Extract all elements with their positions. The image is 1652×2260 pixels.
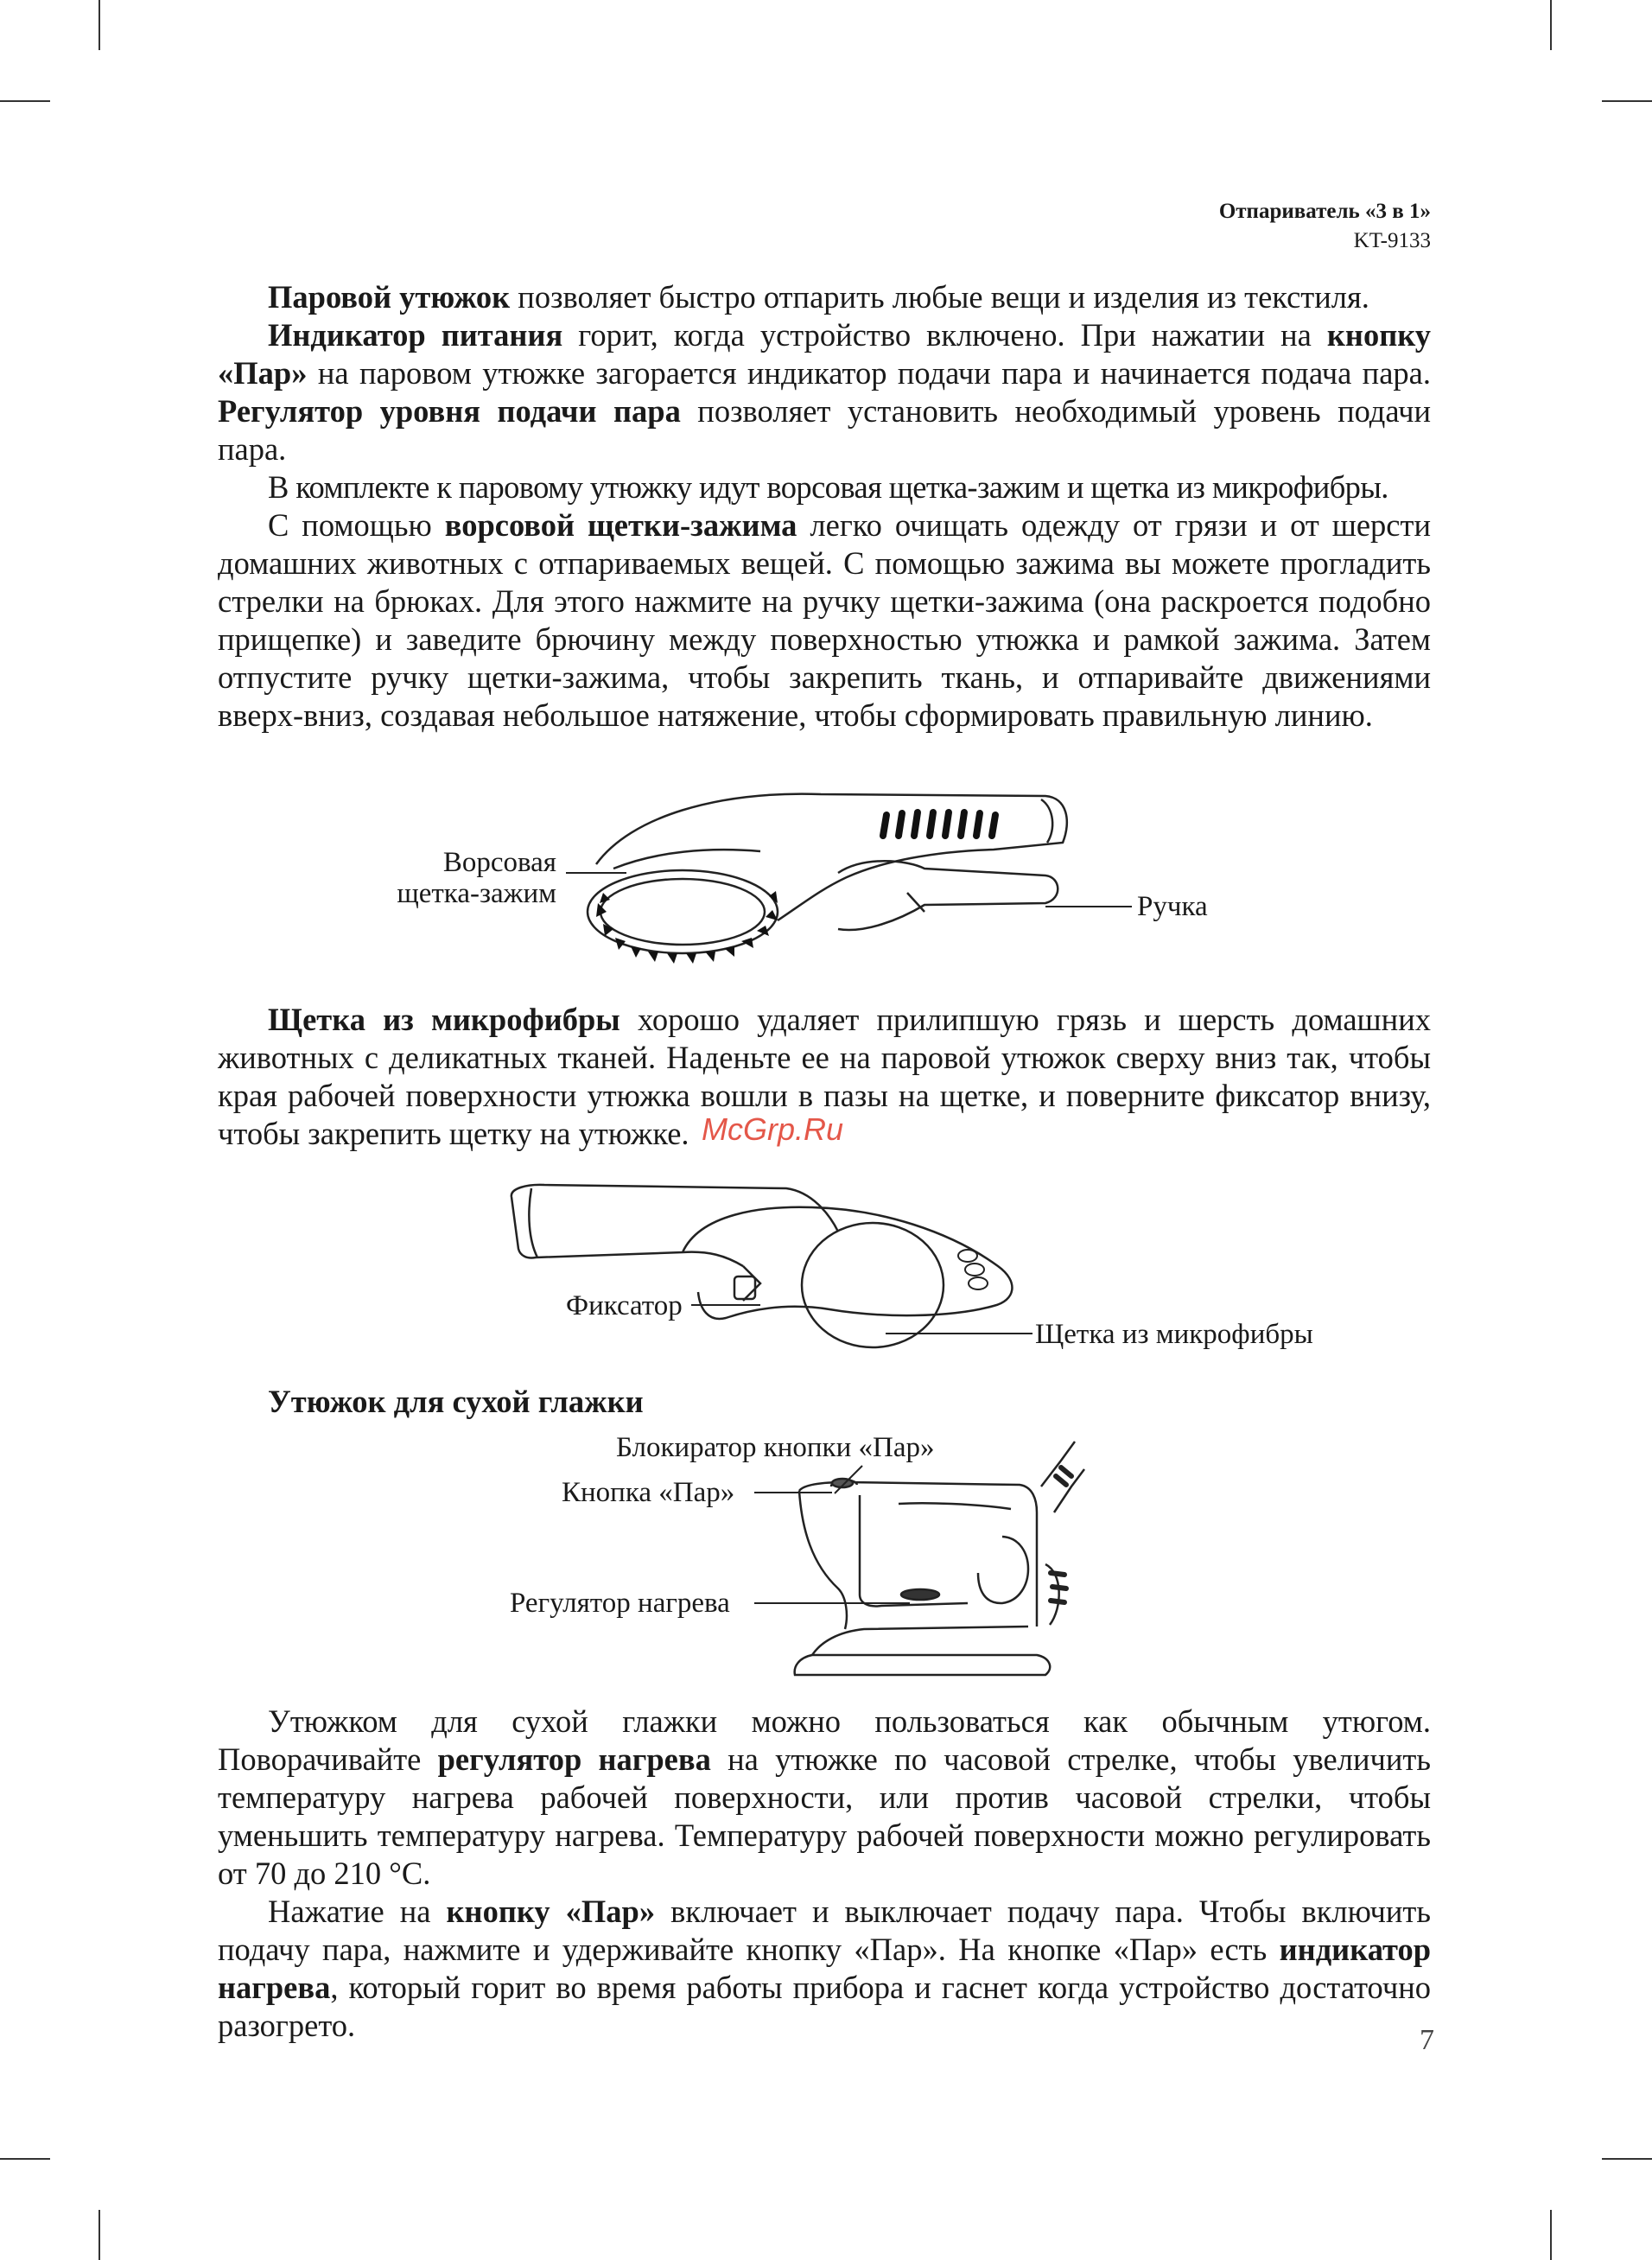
crop-mark <box>98 2210 100 2260</box>
label-lock: Фиксатор <box>566 1290 683 1321</box>
label-heat-regulator: Регулятор нагрева <box>510 1588 730 1619</box>
label-bristle-brush <box>397 847 556 909</box>
bold-term: ворсовой щетки-зажима <box>444 507 797 543</box>
text-run: хорошо удаляет прилипшую грязь и шерсть домашних животных с деликатных тканей. Наденьте ее на паровой утюжок сверху вниз так, чтобы края рабочей поверхности утюжка вошли в пазы на щетке, и поверните фиксатор внизу, чтобы закрепить щетку на утюжке. <box>218 1002 1431 1151</box>
page-number: 7 <box>1420 2024 1434 2056</box>
crop-mark <box>1550 2210 1552 2260</box>
leader-line <box>886 1329 1032 1338</box>
text-run: на утюжке по часовой стрелке, чтобы увеличить температуру нагрева рабочей поверхности, или против часовой стрелки, чтобы уменьшить температуру нагрева. Температуру рабочей поверхности можно регулировать от 70 до 210 °С. <box>218 1741 1431 1891</box>
bold-term: Паровой утюжок <box>268 279 511 315</box>
bold-term: регулятор нагрева <box>437 1741 711 1777</box>
bold-term: кнопку «Пар» <box>218 317 1431 391</box>
text-run: позволяет установить необходимый уровень подачи пара. <box>218 393 1431 467</box>
crop-mark <box>0 2158 50 2160</box>
watermark: McGrp.Ru <box>702 1111 844 1147</box>
figure-bristle-brush <box>562 782 1080 968</box>
paragraph <box>218 316 1431 468</box>
text-run: включает и выключает подачу пара. Чтобы включить подачу пара, нажмите и удерживайте кнопку «Пар». На кнопке «Пар» есть <box>218 1894 1432 1967</box>
leader-line <box>754 1599 910 1607</box>
text-run: Нажатие на <box>268 1894 447 1929</box>
bold-term: Регулятор уровня подачи пара <box>218 393 681 429</box>
leader-line <box>754 1488 832 1497</box>
text-run: на паровом утюжке загорается индикатор подачи пара и начинается подача пара. <box>307 355 1431 391</box>
text-run: , который горит во время работы прибора и гаснет когда устройство достаточно разогрето. <box>218 1970 1431 2043</box>
label-steam-button: Кнопка «Пар» <box>562 1477 735 1508</box>
bold-term: индикатор нагрева <box>218 1932 1431 2005</box>
running-header <box>1219 197 1431 256</box>
text-run: горит, когда устройство включено. При нажатии на <box>562 317 1327 353</box>
bold-term: кнопку «Пар» <box>446 1894 656 1929</box>
paragraph <box>218 506 1431 735</box>
paragraph <box>218 278 1431 316</box>
label-line: щетка-зажим <box>397 878 556 909</box>
paragraph <box>218 468 1431 506</box>
leader-line <box>829 1464 864 1495</box>
leader-line <box>566 869 626 877</box>
paragraph <box>218 1703 1431 1893</box>
crop-mark <box>1602 100 1652 102</box>
header-title: Отпариватель «3 в 1» <box>1218 200 1431 223</box>
figure-dry-iron <box>752 1435 1097 1685</box>
crop-mark <box>0 100 50 102</box>
text-block-3 <box>218 1703 1431 2045</box>
crop-mark <box>1602 2158 1652 2160</box>
text-run: С помощью <box>268 507 445 543</box>
leader-line <box>691 1301 760 1309</box>
text-run: позволяет быстро отпарить любые вещи и изделия из текстиля. <box>510 279 1369 315</box>
text-run: В комплекте к паровому утюжку идут ворсовая щетка-зажим и щетка из микрофибры. <box>268 469 1388 505</box>
leader-line <box>1045 902 1132 911</box>
text-block-1 <box>218 278 1431 735</box>
crop-mark <box>1550 0 1552 50</box>
paragraph <box>218 1893 1431 2045</box>
label-microfiber: Щетка из микрофибры <box>1035 1319 1313 1350</box>
bold-term: Щетка из микрофибры <box>268 1002 620 1037</box>
label-steam-lock: Блокиратор кнопки «Пар» <box>616 1432 935 1463</box>
text-run: легко очищать одежду от грязи и от шерсти домашних животных с отпариваемых вещей. С помощью зажима вы можете прогладить стрелки на брюках. Для этого нажмите на ручку щетки-зажима (она раскроется подобно прищепке) и заведите брючину между поверхностью утюжка и рамкой зажима. Затем отпустите ручку щетки-зажима, чтобы закрепить ткань, и отпаривайте движениями вверх-вниз, создавая небольшое натяжение, чтобы сформировать правильную линию. <box>218 507 1431 733</box>
crop-mark <box>98 0 100 50</box>
text-run: Утюжком для сухой глажки можно пользоваться как обычным утюгом. Поворачивайте <box>218 1703 1431 1777</box>
section-title: Утюжок для сухой глажки <box>268 1384 644 1419</box>
header-model: KT-9133 <box>1353 229 1431 252</box>
label-handle: Ручка <box>1137 891 1208 922</box>
label-line: Ворсовая <box>442 847 556 878</box>
bold-term: Индикатор питания <box>268 317 563 353</box>
